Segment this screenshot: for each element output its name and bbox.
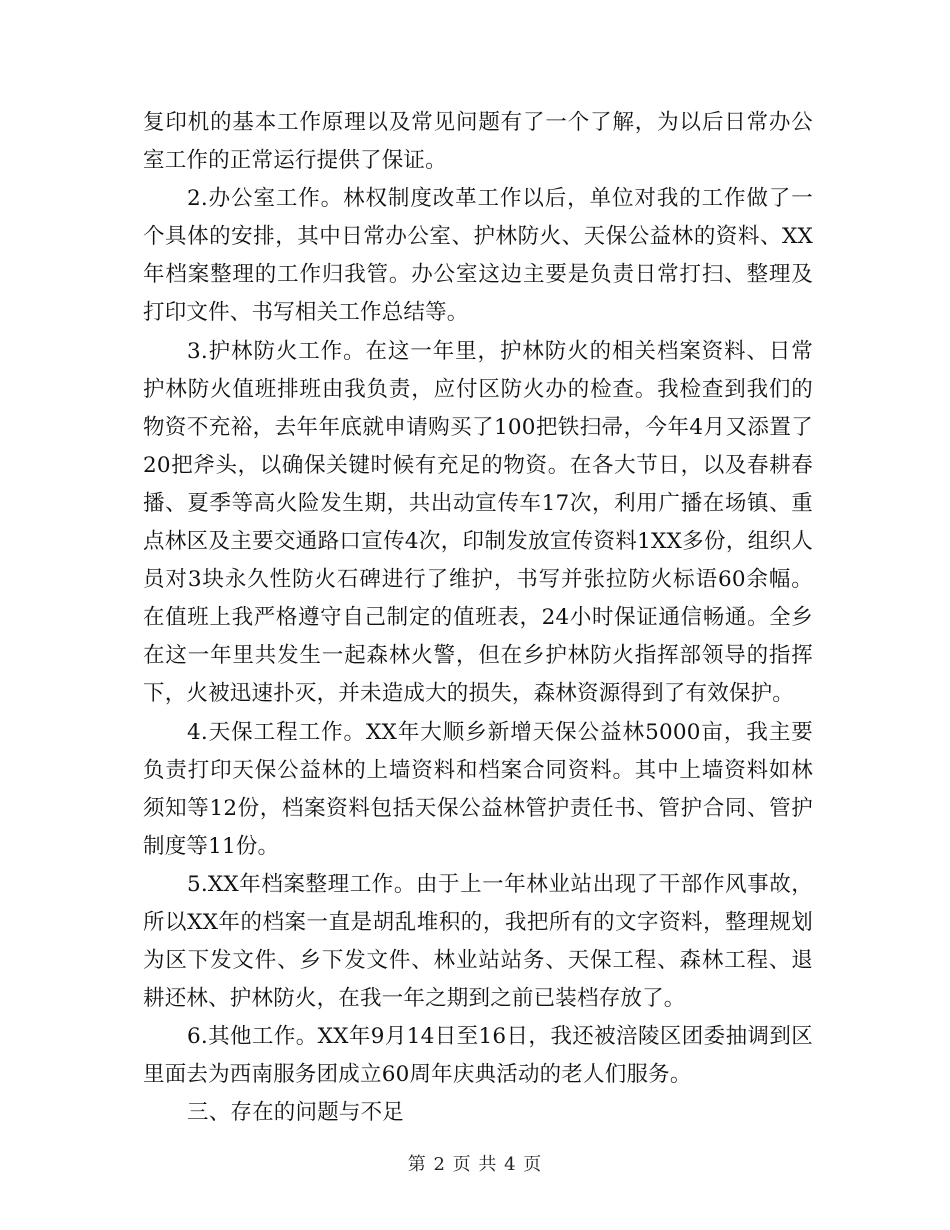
- paragraph-forest-protection-project: 4.天保工程工作。XX年大顺乡新增天保公益林5000亩，我主要负责打印天保公益林的上墙资料和档案合同资料。其中上墙资料如林须知等12份，档案资料包括天保公益林管护责任书、管护合同、管护制度等11份。: [143, 719, 813, 859]
- page-number-footer: 第 2 页 共 4 页: [407, 1154, 543, 1175]
- document-body: [143, 104, 813, 1133]
- section-heading-problems: 三、存在的问题与不足: [187, 1100, 405, 1126]
- paragraph-fire-prevention: 3.护林防火工作。在这一年里，护林防火的相关档案资料、日常护林防火值班排班由我负责，应付区防火办的检查。我检查到我们的物资不充裕，去年年底就申请购买了100把铁扫帚，今年4月又添置了20把斧头，以确保关键时候有充足的物资。在各大节日，以及春耕春播、夏季等高火险发生期，共出动宣传车17次，利用广播在场镇、重点林区及主要交通路口宣传4次，印制发放宣传资料1XX多份，组织人员对3块永久性防火石碑进行了维护，书写并张拉防火标语60余幅。在值班上我严格遵守自己制定的值班表，24小时保证通信畅通。全乡在这一年里共发生一起森林火警，但在乡护林防火指挥部领导的指挥下，火被迅速扑灭，并未造成大的损失，森林资源得到了有效保护。: [143, 338, 813, 707]
- paragraph-other-work: 6.其他工作。XX年9月14日至16日，我还被涪陵区团委抽调到区里面去为西南服务团成立60周年庆典活动的老人们服务。: [143, 1024, 813, 1088]
- paragraph-archive-work: 5.XX年档案整理工作。由于上一年林业站出现了干部作风事故，所以XX年的档案一直是胡乱堆积的，我把所有的文字资料，整理规划为区下发文件、乡下发文件、林业站站务、天保工程、森林工程、退耕还林、护林防火，在我一年之期到之前已装档存放了。: [143, 871, 813, 1012]
- paragraph-continuation: 复印机的基本工作原理以及常见问题有了一个了解，为以后日常办公室工作的正常运行提供了保证。: [143, 110, 813, 174]
- paragraph-office-work: 2.办公室工作。林权制度改革工作以后，单位对我的工作做了一个具体的安排，其中日常办公室、护林防火、天保公益林的资料、XX年档案整理的工作归我管。办公室这边主要是负责日常打扫、整理及打印文件、书写相关工作总结等。: [143, 186, 813, 326]
